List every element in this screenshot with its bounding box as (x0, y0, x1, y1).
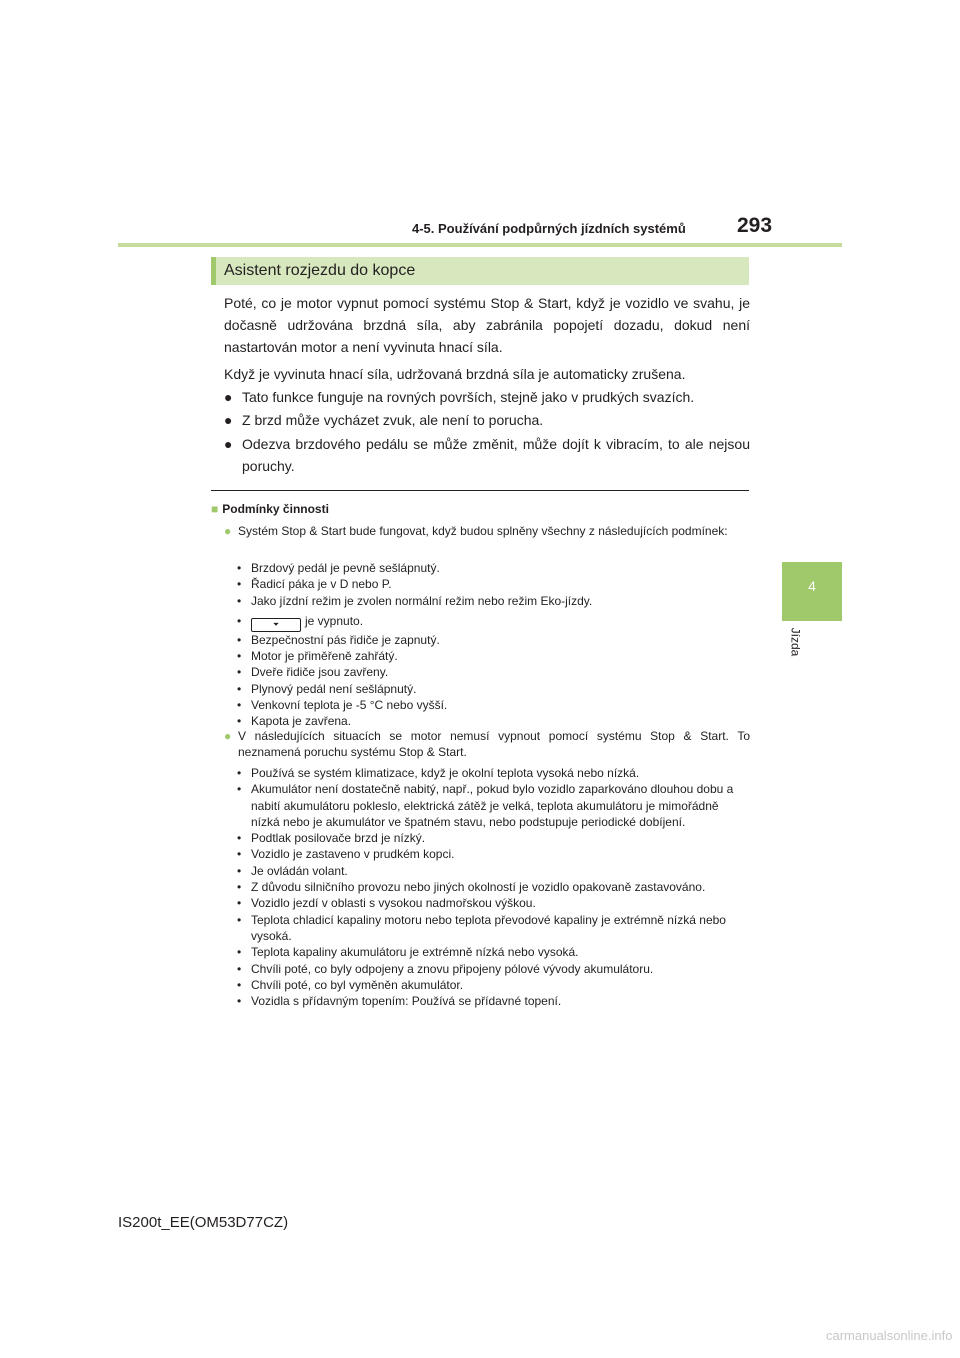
separator-rule (211, 490, 749, 491)
bullet-item (224, 409, 750, 431)
drive-mode-button-icon: ⏷ (251, 618, 301, 632)
header-section-title: 4-5. Používání podpůrných jízdních systémů (412, 221, 686, 236)
bullet-dot-icon: ● (224, 389, 233, 405)
list-item: • Jako jízdní režim je zvolen normální režim nebo režim Eko-jízdy. (237, 593, 593, 608)
bullet-text: Z brzd může vycházet zvuk, ale není to porucha. (242, 412, 544, 428)
list-item: • Z důvodu silničního provozu nebo jiných okolností je vozidlo opakovaně zastavováno. (237, 880, 706, 895)
list-item: • Venkovní teplota je -5 °C nebo vyšší. (237, 698, 448, 713)
list-item: • Podtlak posilovače brzd je nízký. (237, 831, 426, 846)
conditions-list (237, 560, 750, 730)
chapter-number: 4 (808, 578, 816, 594)
bullet-item (224, 386, 750, 408)
list-item: • Teplota kapaliny akumulátoru je extrémně nízká nebo vysoká. (237, 945, 579, 960)
note-dot-icon: ● (224, 524, 232, 538)
section-title-bar (211, 257, 216, 285)
note-dot-icon: ● (224, 729, 232, 743)
list-item: • Je ovládán volant. (237, 863, 348, 878)
bullet-item (224, 433, 750, 477)
note-item (224, 728, 750, 760)
list-item: • Vozidlo je zastaveno v prudkém kopci. (237, 847, 455, 862)
exceptions-list (237, 765, 750, 1009)
watermark: carmanualsonline.info (826, 1328, 953, 1343)
list-item: • Chvíli poté, co byl vyměněn akumulátor. (237, 977, 464, 992)
section-title-box (211, 257, 749, 285)
intro-paragraph-1: Poté, co je motor vypnut pomocí systému Stop & Start, když je vozidlo ve svahu, je dočasně udržována brzdná síla, aby zabránila popojetí dozadu, dokud není nastartován motor a není vyvinuta hnací síla. (224, 295, 750, 355)
list-item: • Brzdový pedál je pevně sešlápnutý. (237, 561, 440, 575)
list-item: • Dveře řidiče jsou zavřeny. (237, 665, 389, 680)
list-item: • Chvíli poté, co byly odpojeny a znovu připojeny pólové vývody akumulátoru. (237, 961, 654, 976)
list-item: • Bezpečnostní pás řidiče je zapnutý. (237, 632, 440, 647)
square-bullet-icon: ■ (211, 502, 219, 516)
list-item: • Akumulátor není dostatečně nabitý, např., pokud bylo vozidlo zaparkováno dlouhou dobu a nabití akumulátoru pokleslo, elektrická zátěž je velká, teplota akumulátoru je mimořádně nízká nebo je akumulátor ve špatném stavu, nebo podstupuje periodické dobíjení. (237, 782, 734, 829)
bullet-dot-icon: ● (224, 412, 233, 428)
page-number: 293 (737, 214, 773, 237)
list-item: • ⏷ je vypnuto. (237, 613, 750, 632)
bullet-dot-icon: ● (224, 436, 233, 452)
chapter-label (782, 622, 808, 662)
intro-paragraph-2: Když je vyvinuta hnací síla, udržovaná brzdná síla je automaticky zrušena. (224, 366, 686, 382)
note-item (224, 523, 750, 539)
list-item: • Kapota je zavřena. (237, 714, 352, 729)
bullet-text: Odezva brzdového pedálu se může změnit, může dojít k vibracím, to ale nejsou poruchy. (242, 436, 750, 474)
list-item: • Používá se systém klimatizace, když je okolní teplota vysoká nebo nízká. (237, 766, 640, 780)
footer-model-code: IS200t_EE(OM53D77CZ) (118, 1214, 289, 1231)
list-item: • Vozidlo jezdí v oblasti s vysokou nadmořskou výškou. (237, 896, 536, 911)
conditions-heading (211, 502, 329, 516)
section-title: Asistent rozjezdu do kopce (224, 262, 416, 279)
conditions-heading-text: Podmínky činnosti (222, 502, 329, 516)
bullet-text: Tato funkce funguje na rovných površích, stejně jako v prudkých svazích. (242, 389, 695, 405)
header-rule (118, 243, 842, 247)
list-item: • Teplota chladicí kapaliny motoru nebo teplota převodové kapaliny je extrémně nízká nebo vysoká. (237, 912, 726, 943)
note-text: V následujících situacích se motor nemusí vypnout pomocí systému Stop & Start. To neznamená poruchu systému Stop & Start. (238, 729, 750, 759)
note-text: Systém Stop & Start bude fungovat, když budou splněny všechny z následujících podmínek: (238, 524, 728, 538)
chapter-label-text: Jízda (788, 627, 802, 657)
list-item: • Motor je přiměřeně zahřátý. (237, 649, 398, 664)
list-item: • Řadicí páka je v D nebo P. (237, 577, 392, 592)
list-item: • Plynový pedál není sešlápnutý. (237, 681, 417, 696)
list-item: • Vozidla s přídavným topením: Používá se přídavné topení. (237, 994, 562, 1009)
